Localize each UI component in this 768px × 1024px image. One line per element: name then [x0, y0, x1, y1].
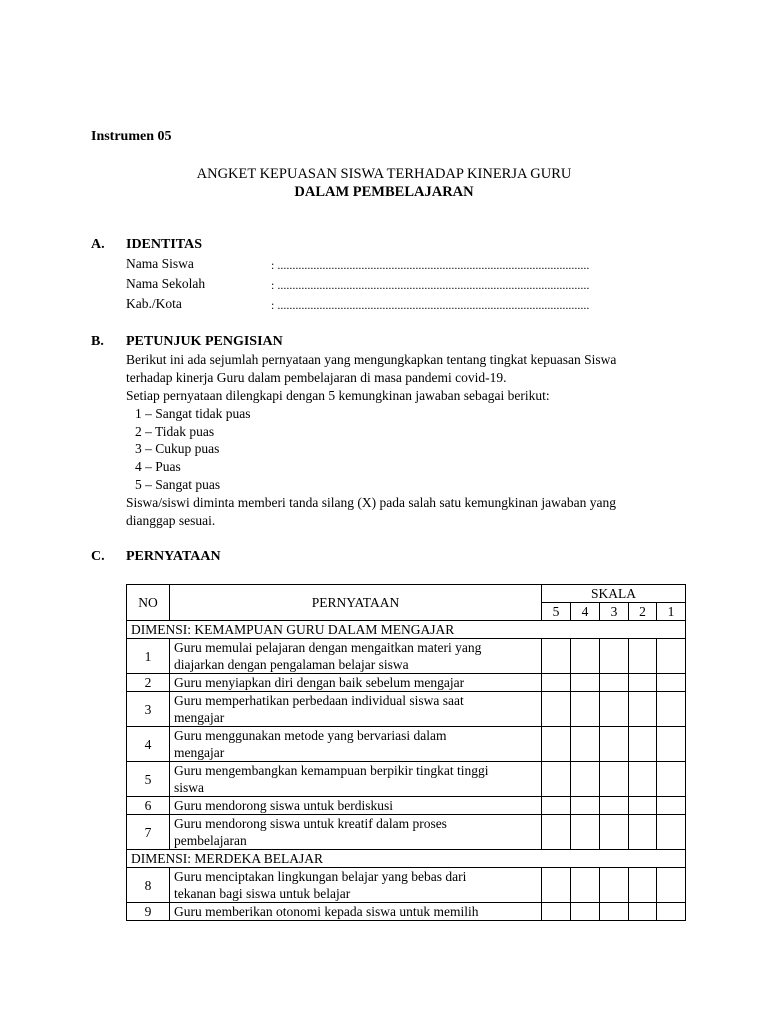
field-label-kab-kota: Kab./Kota: [126, 296, 182, 311]
option-2: 2 – Tidak puas: [135, 424, 215, 439]
document-title-line1: ANGKET KEPUASAN SISWA TERHADAP KINERJA GURU: [196, 166, 572, 182]
row-statement: Guru memberikan otonomi kepada siswa untuk memilih: [170, 903, 542, 921]
row-statement: Guru mengembangkan kemampuan berpikir tingkat tinggi siswa: [170, 762, 542, 797]
scale-cell-5[interactable]: [542, 639, 571, 674]
row-no: 3: [127, 692, 170, 727]
option-5: 5 – Sangat puas: [135, 477, 221, 492]
scale-cell-1[interactable]: [657, 797, 686, 815]
scale-cell-4[interactable]: [571, 674, 600, 692]
scale-cell-5[interactable]: [542, 868, 571, 903]
scale-cell-2[interactable]: [629, 797, 657, 815]
scale-cell-4[interactable]: [571, 868, 600, 903]
scale-cell-5[interactable]: [542, 815, 571, 850]
scale-cell-2[interactable]: [629, 868, 657, 903]
option-4: 4 – Puas: [135, 459, 181, 474]
row-no: 7: [127, 815, 170, 850]
section-a-letter: A.: [91, 237, 105, 252]
scale-cell-5[interactable]: [542, 692, 571, 727]
row-no: 2: [127, 674, 170, 692]
table-row: [127, 762, 686, 797]
row-statement: Guru menggunakan metode yang bervariasi dalam mengajar: [170, 727, 542, 762]
scale-cell-5[interactable]: [542, 674, 571, 692]
row-statement: Guru memulai pelajaran dengan mengaitkan materi yang diajarkan dengan pengalaman belajar siswa: [170, 639, 542, 674]
questionnaire-table: [126, 584, 686, 921]
field-fill-kab-kota: : ........................................................................................................: [271, 298, 590, 312]
scale-cell-2[interactable]: [629, 903, 657, 921]
scale-cell-1[interactable]: [657, 692, 686, 727]
scale-cell-3[interactable]: [600, 903, 629, 921]
scale-cell-1[interactable]: [657, 903, 686, 921]
scale-cell-3[interactable]: [600, 868, 629, 903]
document-title-line2: DALAM PEMBELAJARAN: [294, 184, 474, 200]
section-a-title: IDENTITAS: [126, 237, 202, 252]
scale-cell-3[interactable]: [600, 639, 629, 674]
table-row: [127, 903, 686, 921]
scale-cell-1[interactable]: [657, 868, 686, 903]
instruction-line-3: Setiap pernyataan dilengkapi dengan 5 kemungkinan jawaban sebagai berikut:: [126, 388, 550, 403]
scale-cell-4[interactable]: [571, 692, 600, 727]
field-fill-nama-siswa: : ........................................................................................................: [271, 258, 590, 272]
closing-line-2: dianggap sesuai.: [126, 513, 216, 528]
scale-cell-4[interactable]: [571, 762, 600, 797]
scale-cell-5[interactable]: [542, 727, 571, 762]
scale-cell-3[interactable]: [600, 815, 629, 850]
instrument-label: Instrumen 05: [91, 129, 172, 144]
table-row: [127, 727, 686, 762]
scale-cell-4[interactable]: [571, 727, 600, 762]
closing-line-1: Siswa/siswi diminta memberi tanda silang (X) pada salah satu kemungkinan jawaban yang: [126, 495, 617, 510]
table-row: [127, 674, 686, 692]
section-c-title: PERNYATAAN: [126, 549, 221, 564]
scale-cell-2[interactable]: [629, 727, 657, 762]
scale-cell-4[interactable]: [571, 639, 600, 674]
scale-cell-4[interactable]: [571, 815, 600, 850]
scale-cell-2[interactable]: [629, 762, 657, 797]
table-row: [127, 692, 686, 727]
table-row: [127, 868, 686, 903]
scale-cell-5[interactable]: [542, 762, 571, 797]
dimension-row: DIMENSI: KEMAMPUAN GURU DALAM MENGAJAR: [127, 621, 686, 639]
row-no: 6: [127, 797, 170, 815]
scale-cell-3[interactable]: [600, 727, 629, 762]
scale-cell-1[interactable]: [657, 727, 686, 762]
field-label-nama-siswa: Nama Siswa: [126, 256, 194, 271]
field-label-nama-sekolah: Nama Sekolah: [126, 276, 206, 291]
section-b-letter: B.: [91, 334, 104, 349]
scale-cell-1[interactable]: [657, 639, 686, 674]
table-row: [127, 639, 686, 674]
scale-cell-2[interactable]: [629, 639, 657, 674]
scale-value-4: 4: [571, 603, 600, 621]
scale-cell-5[interactable]: [542, 797, 571, 815]
row-no: 8: [127, 868, 170, 903]
row-no: 4: [127, 727, 170, 762]
row-statement: Guru memperhatikan perbedaan individual siswa saat mengajar: [170, 692, 542, 727]
scale-cell-3[interactable]: [600, 692, 629, 727]
scale-cell-2[interactable]: [629, 815, 657, 850]
dimension-row: DIMENSI: MERDEKA BELAJAR: [127, 850, 686, 868]
table-row: [127, 797, 686, 815]
scale-cell-5[interactable]: [542, 903, 571, 921]
scale-value-2: 2: [629, 603, 657, 621]
instruction-line-1: Berikut ini ada sejumlah pernyataan yang mengungkapkan tentang tingkat kepuasan Siswa: [126, 352, 617, 367]
scale-cell-4[interactable]: [571, 903, 600, 921]
section-b-title: PETUNJUK PENGISIAN: [126, 334, 283, 349]
header-scale: SKALA: [542, 585, 686, 603]
scale-cell-3[interactable]: [600, 797, 629, 815]
option-1: 1 – Sangat tidak puas: [135, 406, 251, 421]
section-c-letter: C.: [91, 549, 105, 564]
row-no: 9: [127, 903, 170, 921]
row-statement: Guru menciptakan lingkungan belajar yang bebas dari tekanan bagi siswa untuk belajar: [170, 868, 542, 903]
option-3: 3 – Cukup puas: [135, 441, 220, 456]
row-no: 5: [127, 762, 170, 797]
scale-cell-1[interactable]: [657, 674, 686, 692]
row-statement: Guru mendorong siswa untuk berdiskusi: [170, 797, 542, 815]
scale-cell-3[interactable]: [600, 762, 629, 797]
row-statement: Guru mendorong siswa untuk kreatif dalam proses pembelajaran: [170, 815, 542, 850]
header-statement: PERNYATAAN: [170, 585, 542, 621]
scale-value-3: 3: [600, 603, 629, 621]
scale-value-1: 1: [657, 603, 686, 621]
scale-cell-3[interactable]: [600, 674, 629, 692]
scale-cell-2[interactable]: [629, 674, 657, 692]
scale-cell-1[interactable]: [657, 815, 686, 850]
row-no: 1: [127, 639, 170, 674]
instruction-line-2: terhadap kinerja Guru dalam pembelajaran di masa pandemi covid-19.: [126, 370, 507, 385]
scale-value-5: 5: [542, 603, 571, 621]
scale-cell-2[interactable]: [629, 692, 657, 727]
scale-cell-1[interactable]: [657, 762, 686, 797]
header-no: NO: [127, 585, 170, 621]
scale-cell-4[interactable]: [571, 797, 600, 815]
table-row: [127, 815, 686, 850]
field-fill-nama-sekolah: : ........................................................................................................: [271, 278, 590, 292]
row-statement: Guru menyiapkan diri dengan baik sebelum mengajar: [170, 674, 542, 692]
